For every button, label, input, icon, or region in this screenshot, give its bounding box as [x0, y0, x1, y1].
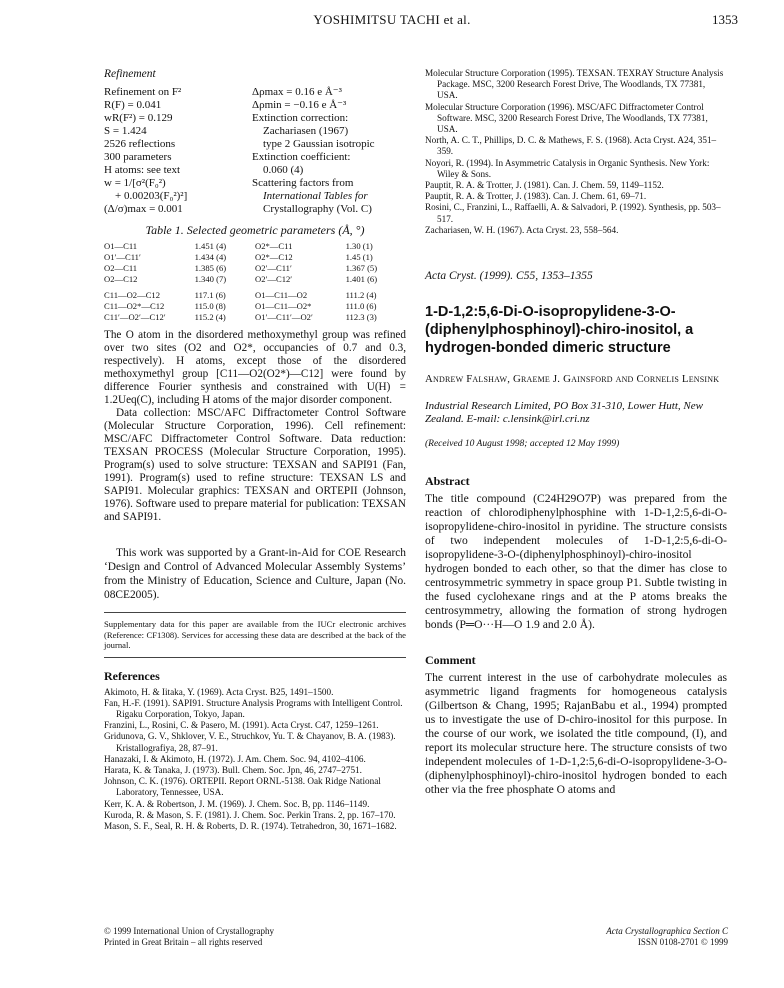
references-list-right	[425, 68, 727, 236]
refinement-line: Scattering factors from	[252, 177, 354, 189]
abstract-text: The title compound (C24H29O7P) was prepared from the reaction of chlorodiphenylphosphine with 1-D-1,2:5,6-di-O-isopropylidene-chiro-inositol in pyridine. The structure consists of two independent molecules of 1-D-1,2:5,6-di-O-isopropylidene-3-O-(diphenylphosphinoyl)-chiro-inositol hydrogen bonded to each other, so that the dimer has close to centrosymmetric symmetry in space group P1. Subtle twisting in the fused cyclohexane rings and at the P atoms breaks the centrosymmetry, allowing the formation of strong hydrogen bonds (P═O···H—O 1.9 and 2.0 Å).	[425, 492, 727, 632]
geometry-row	[104, 301, 406, 312]
divider	[104, 657, 406, 658]
geometry-value: 111.2 (4)	[345, 290, 377, 300]
refinement-line: + 0.00203(F₀²)²]	[104, 190, 188, 202]
reference-item: Rosini, C., Franzini, L., Raffaelli, A. & Salvadori, P. (1992). Synthesis, pp. 503–517.	[425, 202, 721, 224]
geometry-row	[104, 285, 406, 301]
geometry-atoms: O1—C11	[104, 241, 138, 251]
geometry-table	[104, 241, 406, 323]
supplementary-note: Supplementary data for this paper are available from the IUCr electronic archives (Reference: CF1308). Services for accessing these data are described at the back of the journal.	[104, 619, 406, 650]
reference-item: Kerr, K. A. & Robertson, J. M. (1969). J. Chem. Soc. B, pp. 1146–1149.	[104, 798, 370, 809]
geometry-value: 1.401 (6)	[345, 274, 378, 284]
geometry-value: 115.2 (4)	[194, 312, 226, 322]
geometry-atoms: O1—C11—O2*	[254, 301, 312, 311]
geometry-atoms: O2—C11	[104, 263, 138, 273]
geometry-atoms: O2—C12	[104, 274, 138, 284]
reference-item: Mason, S. F., Seal, R. H. & Roberts, D. R. (1974). Tetrahedron, 30, 1671–1682.	[104, 820, 397, 831]
refinement-line: R(F) = 0.041	[104, 99, 162, 111]
table1-title: Table 1. Selected geometric parameters (Å, °)	[145, 223, 365, 237]
journal-section-line: Acta Crystallographica Section C	[606, 926, 728, 936]
geometry-value: 117.1 (6)	[194, 290, 226, 300]
printed-line: Printed in Great Britain – all rights reserved	[104, 937, 263, 947]
refinement-right-list	[252, 86, 406, 216]
reference-item: Johnson, C. K. (1976). ORTEPII. Report ORNL-5138. Oak Ridge National Laboratory, Tennessee, USA.	[104, 776, 381, 798]
divider	[104, 612, 406, 613]
geometry-value: 115.0 (8)	[194, 301, 226, 311]
references-heading: References	[104, 668, 160, 683]
geometry-row	[104, 252, 406, 263]
reference-item: Molecular Structure Corporation (1995). TEXSAN. TEXRAY Structure Analysis Package. MSC, 3200 Research Forest Drive, The Woodlands, TX 77381, USA.	[425, 68, 724, 101]
geometry-value: 1.340 (7)	[194, 274, 227, 284]
geometry-value: 1.385 (6)	[194, 263, 227, 273]
comment-heading: Comment	[425, 653, 476, 668]
software-paragraph: Data collection: MSC/AFC Diffractometer Control Software (Molecular Structure Corporation, 1996). Cell refinement: MSC/AFC Diffractometer Control Software. Data reduction: TEXSAN PROCESS (Molecular Structure Corporation, 1995). Program(s) used to solve structure: TEXSAN and SAPI91 (Fan, 1991). Program(s) used to refine structure: TEXSAN LS and SAPI91. Molecular graphics: TEXSAN and ORTEPII (Johnson, 1976). Software used to prepare material for publication: TEXSAN and SAPI91.	[104, 407, 406, 523]
article-affiliation: Industrial Research Limited, PO Box 31-310, Lower Hutt, New Zealand. E-mail: c.lensink@irl.cri.nz	[425, 400, 703, 426]
reference-item: North, A. C. T., Phillips, D. C. & Mathews, F. S. (1968). Acta Cryst. A24, 351–359.	[425, 135, 717, 157]
reference-item: Pauptit, R. A. & Trotter, J. (1981). Can. J. Chem. 59, 1149–1152.	[425, 180, 664, 191]
reference-item: Zachariasen, W. H. (1967). Acta Cryst. 23, 558–564.	[425, 224, 619, 235]
geometry-value: 1.434 (4)	[194, 252, 227, 262]
geometry-value: 111.0 (6)	[345, 301, 377, 311]
issn-line: ISSN 0108-2701 © 1999	[637, 937, 728, 947]
geometry-row	[104, 312, 406, 323]
geometry-row	[104, 241, 406, 252]
reference-item: Noyori, R. (1994). In Asymmetric Catalysis in Organic Synthesis. New York: Wiley & Sons.	[425, 157, 710, 179]
reference-item: Harata, K. & Tanaka, J. (1973). Bull. Chem. Soc. Jpn, 46, 2747–2751.	[104, 764, 362, 775]
refinement-left-list	[104, 86, 252, 216]
running-header-author: YOSHIMITSU TACHI et al.	[313, 12, 471, 27]
geometry-atoms: C11—O2—C12	[104, 290, 161, 300]
article-authors: Andrew Falshaw, Graeme J. Gainsford and Cornelis Lensink	[425, 373, 720, 386]
article-citation: Acta Cryst. (1999). C55, 1353–1355	[425, 270, 593, 283]
refinement-line: Zachariasen (1967)	[252, 125, 349, 137]
journal-footer	[606, 926, 728, 948]
refinement-line: (Δ/σ)max = 0.001	[104, 203, 183, 215]
refinement-line: Refinement on F²	[104, 86, 182, 98]
received-dates: (Received 10 August 1998; accepted 12 May 1999)	[425, 439, 620, 450]
geometry-atoms: O2′—C12′	[254, 274, 293, 284]
copyright-line: © 1999 International Union of Crystallography	[104, 926, 275, 936]
refinement-line: Extinction correction:	[252, 112, 349, 124]
geometry-atoms: O2*—C11	[254, 241, 293, 251]
refinement-line: Δρmin = −0.16 e Å⁻³	[252, 99, 347, 111]
acknowledgement: This work was supported by a Grant-in-Aid for COE Research ‘Design and Control of Advanced Molecular Assembly Systems’ from the Ministry of Education, Science and Culture, Japan (No. 08CE2005).	[104, 547, 406, 601]
reference-item: Akimoto, H. & Iitaka, Y. (1969). Acta Cryst. B25, 1491–1500.	[104, 686, 334, 697]
refinement-line: Δρmax = 0.16 e Å⁻³	[252, 86, 342, 98]
article-title: 1-D-1,2:5,6-Di-O-isopropylidene-3-O-(diphenylphosphinoyl)-chiro-inositol, a hydrogen-bonded dimeric structure	[425, 304, 694, 357]
references-list-left	[104, 687, 406, 833]
geometry-atoms: C11—O2*—C12	[104, 301, 165, 311]
refinement-line: wR(F²) = 0.129	[104, 112, 173, 124]
geometry-value: 112.3 (3)	[345, 312, 377, 322]
reference-item: Franzini, L., Rosini, C. & Pasero, M. (1991). Acta Cryst. C47, 1259–1261.	[104, 720, 379, 731]
refinement-line: H atoms: see text	[104, 164, 181, 176]
refinement-line: w = 1/[σ²(F₀²)	[104, 177, 166, 189]
reference-item: Kuroda, R. & Mason, S. F. (1981). J. Chem. Soc. Perkin Trans. 2, pp. 167–170.	[104, 809, 396, 820]
geometry-atoms: O1′—C11′	[104, 252, 141, 262]
refinement-block	[104, 86, 406, 216]
reference-item: Gridunova, G. V., Shklover, V. E., Struchkov, Yu. T. & Chayanov, B. A. (1983). Kristallografiya, 28, 87–91.	[104, 731, 396, 753]
refinement-line: S = 1.424	[104, 125, 147, 137]
refinement-line: 300 parameters	[104, 151, 172, 163]
refinement-line: Crystallography (Vol. C)	[252, 203, 372, 215]
comment-text: The current interest in the use of carbohydrate molecules as asymmetric ligand fragments for homogeneous catalysis (Gilbertson & Chang, 1995; RajanBabu et al., 1994) prompted us to investigate the use of D-chiro-inositol for this purpose. In the course of our work, we isolated the title compound, (I), and report its molecular structure here. The structure consists of two independent molecules of 1-D-1,2:5,6-di-O-isopropylidene-3-O-(diphenylphosphinoyl)-chiro-inositol hydrogen bonded to each other via the free phosphate O atoms and	[425, 671, 727, 797]
geometry-value: 1.367 (5)	[345, 263, 378, 273]
refinement-line: 0.060 (4)	[252, 164, 304, 176]
geometry-value: 1.451 (4)	[194, 241, 227, 251]
geometry-row	[104, 274, 406, 285]
geometry-atoms: C11′—O2′—C12′	[104, 312, 166, 322]
right-column	[425, 68, 727, 797]
geometry-atoms: O1′—C11′—O2′	[254, 312, 313, 322]
geometry-value: 1.45 (1)	[345, 252, 373, 262]
geometry-atoms: O1—C11—O2	[254, 290, 308, 300]
left-column	[104, 68, 406, 832]
abstract-heading: Abstract	[425, 474, 470, 489]
page-number: 1353	[712, 12, 738, 27]
reference-item: Pauptit, R. A. & Trotter, J. (1983). Can. J. Chem. 61, 69–71.	[425, 191, 647, 202]
geometry-atoms: O2′—C11′	[254, 263, 292, 273]
disorder-paragraph: The O atom in the disordered methoxymethyl group was refined over two sites (O2 and O2*, occupancies of 0.7 and 0.3, respectively). H atoms, except those of the disordered methoxymethyl group [C11—O2(O2*)—C12] were found by difference Fourier synthesis and constrained with U(H) = 1.2Ueq(C), including H atoms of the major disorder component.	[104, 329, 406, 406]
geometry-row	[104, 263, 406, 274]
copyright-footer	[104, 926, 274, 948]
reference-item: Molecular Structure Corporation (1996). MSC/AFC Diffractometer Control Software. MSC, 3200 Research Forest Drive, The Woodlands, TX 77381, USA.	[425, 101, 708, 135]
geometry-atoms: O2*—C12	[254, 252, 293, 262]
refinement-line: Extinction coefficient:	[252, 151, 351, 163]
geometry-value: 1.30 (1)	[345, 241, 373, 251]
refinement-heading: Refinement	[104, 68, 156, 80]
reference-item: Fan, H.-F. (1991). SAPI91. Structure Analysis Programs with Intelligent Control. Rigaku Corporation, Tokyo, Japan.	[104, 697, 403, 719]
refinement-line: 2526 reflections	[104, 138, 176, 150]
refinement-line: International Tables for	[252, 190, 368, 202]
reference-item: Hanazaki, I. & Akimoto, H. (1972). J. Am. Chem. Soc. 94, 4102–4106.	[104, 753, 366, 764]
refinement-line: type 2 Gaussian isotropic	[252, 138, 375, 150]
